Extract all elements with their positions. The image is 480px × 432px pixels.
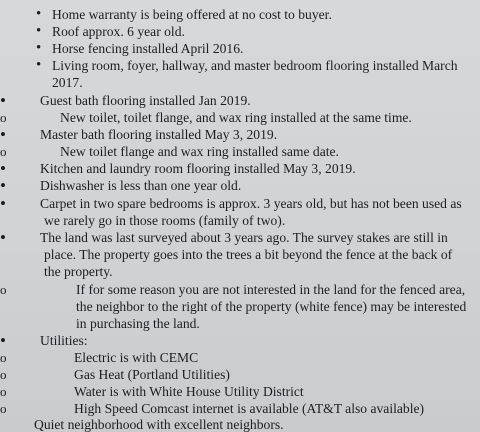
list-item (0, 281, 466, 298)
bullet-marker: • (0, 91, 6, 110)
list-item (0, 91, 251, 110)
list-item (0, 125, 278, 144)
list-item (0, 331, 88, 350)
list-item-text: Gas Heat (Portland Utilities) (74, 367, 230, 382)
list-item-text: High Speed Comcast internet is available (AT&T also available) (74, 401, 425, 416)
list-item-text: Dishwasher is less than one year old. (40, 178, 242, 193)
list-item (0, 349, 199, 366)
list-item-text: Quiet neighborhood with excellent neighbors. (34, 417, 284, 432)
list-item-text: Electric is with CEMC (74, 350, 199, 365)
list-item-text: Water is with White House Utility District (74, 384, 304, 399)
bullet-marker: • (36, 23, 42, 39)
list-item-text: The land was last surveyed about 3 years ago. The survey stakes are still in (40, 230, 448, 245)
list-item-text: we rarely go in those rooms (family of two). (44, 213, 286, 228)
list-item-text: Master bath flooring installed May 3, 2019. (40, 127, 278, 142)
sub-bullet-marker: o (0, 384, 7, 399)
list-item-text: Home warranty is being offered at no cost to buyer. (52, 7, 332, 22)
list-item-text: 2017. (52, 75, 83, 90)
sub-bullet-marker: o (0, 401, 7, 416)
bullet-marker: • (36, 6, 42, 22)
list-item (0, 143, 339, 160)
list-item (0, 400, 425, 417)
list-item-text: Living room, foyer, hallway, and master bedroom flooring installed March (52, 58, 458, 73)
bullet-marker: • (0, 194, 6, 213)
list-item-text: New toilet flange and wax ring installed same date. (60, 144, 339, 159)
bullet-marker: • (36, 40, 42, 56)
sub-bullet-marker: o (0, 350, 7, 365)
list-item-text: Guest bath flooring installed Jan 2019. (40, 93, 251, 108)
list-item-text: in purchasing the land. (76, 316, 200, 331)
sub-bullet-marker: o (0, 144, 7, 159)
bullet-marker: • (0, 125, 6, 144)
list-item-text: Kitchen and laundry room flooring installed May 3, 2019. (40, 161, 356, 176)
list-item-text: New toilet, toilet flange, and wax ring installed at the same time. (60, 110, 412, 125)
sub-bullet-marker: o (0, 282, 7, 297)
bullet-marker: • (0, 159, 6, 178)
list-item-text: the property. (44, 264, 113, 279)
list-item (0, 366, 230, 383)
list-item-text: Carpet in two spare bedrooms is approx. 3 years old, but has not been used as (40, 196, 462, 211)
list-item-text: place. The property goes into the trees a bit beyond the fence at the back of (44, 247, 453, 262)
list-item-text: Horse fencing installed April 2016. (52, 41, 244, 56)
list-item-text: the neighbor to the right of the property (white fence) may be interested (76, 299, 467, 314)
list-item-text: Roof approx. 6 year old. (52, 24, 185, 39)
list-item (0, 176, 242, 195)
list-item (0, 383, 304, 400)
bullet-marker: • (0, 331, 6, 350)
bullet-marker: • (0, 176, 6, 195)
list-item-text: If for some reason you are not interested in the land for the fenced area, (76, 282, 466, 297)
bullet-marker: • (36, 57, 42, 73)
sub-bullet-marker: o (0, 110, 7, 125)
list-item (0, 228, 448, 247)
list-item (0, 109, 412, 126)
list-item (0, 194, 462, 213)
bullet-marker: • (0, 228, 6, 247)
list-item-text: Utilities: (40, 333, 88, 348)
sub-bullet-marker: o (0, 367, 7, 382)
